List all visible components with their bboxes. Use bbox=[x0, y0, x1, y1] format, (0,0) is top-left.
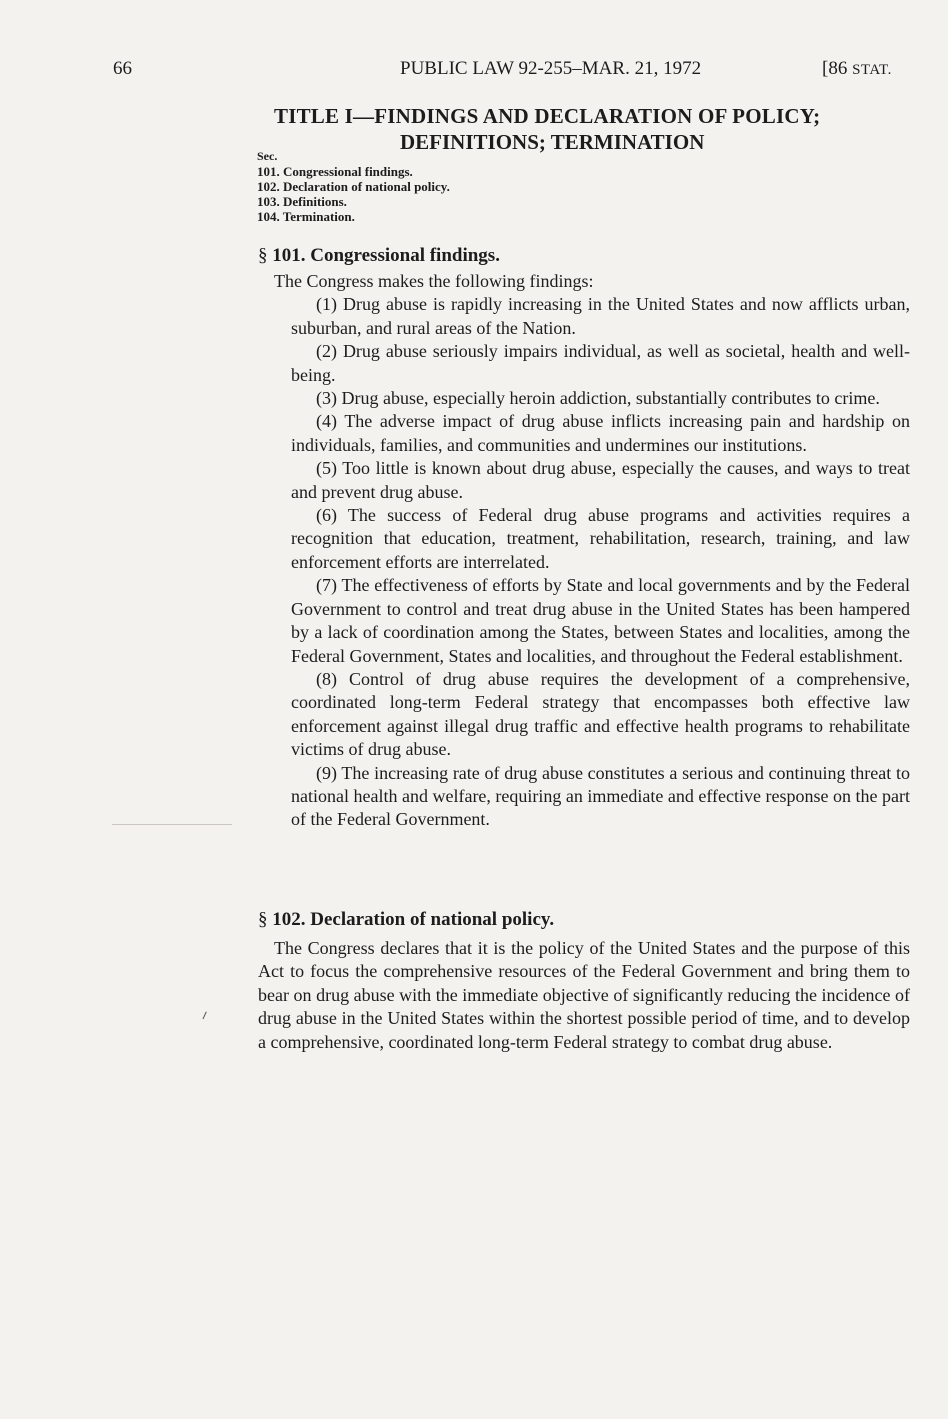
section-101-body bbox=[258, 270, 910, 832]
toc-item: 102. Declaration of national policy. bbox=[257, 179, 450, 194]
section-102-heading bbox=[258, 909, 554, 931]
section-101-title: 101. Congressional findings. bbox=[272, 245, 500, 266]
toc-item: 103. Definitions. bbox=[257, 194, 347, 209]
finding-paragraph bbox=[258, 457, 910, 504]
finding-number: (3) bbox=[316, 388, 337, 409]
finding-paragraph bbox=[258, 293, 910, 340]
toc-item: 104. Termination. bbox=[257, 209, 355, 224]
finding-number: (1) bbox=[316, 294, 337, 315]
section-table-of-contents bbox=[257, 149, 450, 224]
section-symbol: § bbox=[258, 245, 268, 266]
finding-paragraph bbox=[258, 387, 910, 410]
ink-speck bbox=[202, 1012, 209, 1021]
bleed-through-rule bbox=[112, 824, 232, 825]
law-citation: PUBLIC LAW 92-255–MAR. 21, 1972 bbox=[400, 58, 702, 79]
finding-text: The effectiveness of efforts by State and local governments and by the Federal Government to control and treat drug abuse in the United States has been hampered by a lack of coordination among the States, between States and localities, among the Federal Government, States and localities, and throughout the Federal establishment. bbox=[291, 575, 910, 666]
finding-text: Too little is known about drug abuse, especially the causes, and ways to treat and prevent drug abuse. bbox=[291, 458, 910, 502]
title-line-1: TITLE I—FINDINGS AND DECLARATION OF POLICY; bbox=[274, 104, 821, 128]
toc-heading: Sec. bbox=[257, 149, 278, 163]
finding-number: (8) bbox=[316, 668, 337, 689]
running-head bbox=[0, 58, 948, 88]
finding-paragraph bbox=[258, 762, 910, 832]
volume-number: [86 bbox=[822, 58, 853, 79]
finding-number: (2) bbox=[316, 341, 337, 362]
finding-text: The adverse impact of drug abuse inflicts increasing pain and hardship on individuals, families, and communities and undermines our institutions. bbox=[291, 411, 910, 455]
finding-text: Drug abuse, especially heroin addiction, substantially contributes to crime. bbox=[341, 388, 880, 409]
finding-text: Drug abuse is rapidly increasing in the United States and now afflicts urban, suburban, and rural areas of the Nation. bbox=[291, 294, 910, 338]
finding-text: The increasing rate of drug abuse constitutes a serious and continuing threat to national health and welfare, requiring an immediate and effective response on the part of the Federal Government. bbox=[291, 762, 910, 830]
finding-paragraph bbox=[258, 410, 910, 457]
section-symbol: § bbox=[258, 909, 268, 930]
volume-reference bbox=[822, 58, 892, 80]
finding-number: (6) bbox=[316, 505, 337, 526]
title-line-2: DEFINITIONS; TERMINATION bbox=[400, 130, 705, 154]
finding-number: (4) bbox=[316, 411, 337, 432]
findings-intro: The Congress makes the following findings: bbox=[274, 271, 594, 291]
title-heading bbox=[250, 104, 930, 155]
finding-paragraph bbox=[258, 574, 910, 668]
toc-item: 101. Congressional findings. bbox=[257, 164, 413, 179]
finding-text: The success of Federal drug abuse programs and activities requires a recognition that education, treatment, rehabilitation, research, training, and law enforcement efforts are interrelated. bbox=[291, 505, 910, 572]
page-number: 66 bbox=[113, 58, 132, 79]
policy-declaration-text: The Congress declares that it is the policy of the United States and the purpose of this Act to focus the comprehensive resources of the Federal Government and bring them to bear on drug abuse with the immediate objective of significantly reducing the incidence of drug abuse in the United States within the shortest possible period of time, and to develop a comprehensive, coordinated long-term Federal strategy to combat drug abuse. bbox=[258, 938, 910, 1052]
volume-abbrev: STAT. bbox=[852, 62, 892, 78]
finding-paragraph bbox=[258, 504, 910, 574]
finding-text: Drug abuse seriously impairs individual, as well as societal, health and well-being. bbox=[291, 341, 910, 385]
finding-number: (5) bbox=[316, 458, 337, 479]
finding-number: (7) bbox=[316, 575, 337, 596]
section-102-body bbox=[258, 937, 910, 1054]
section-102-title: 102. Declaration of national policy. bbox=[272, 909, 555, 930]
finding-paragraph bbox=[258, 340, 910, 387]
finding-text: Control of drug abuse requires the development of a comprehensive, coordinated long-term Federal strategy that encompasses both effective law enforcement against illegal drug traffic and effective health programs to rehabilitate victims of drug abuse. bbox=[291, 668, 910, 760]
section-101-heading bbox=[258, 245, 500, 267]
finding-number: (9) bbox=[316, 762, 337, 783]
finding-paragraph bbox=[258, 668, 910, 762]
